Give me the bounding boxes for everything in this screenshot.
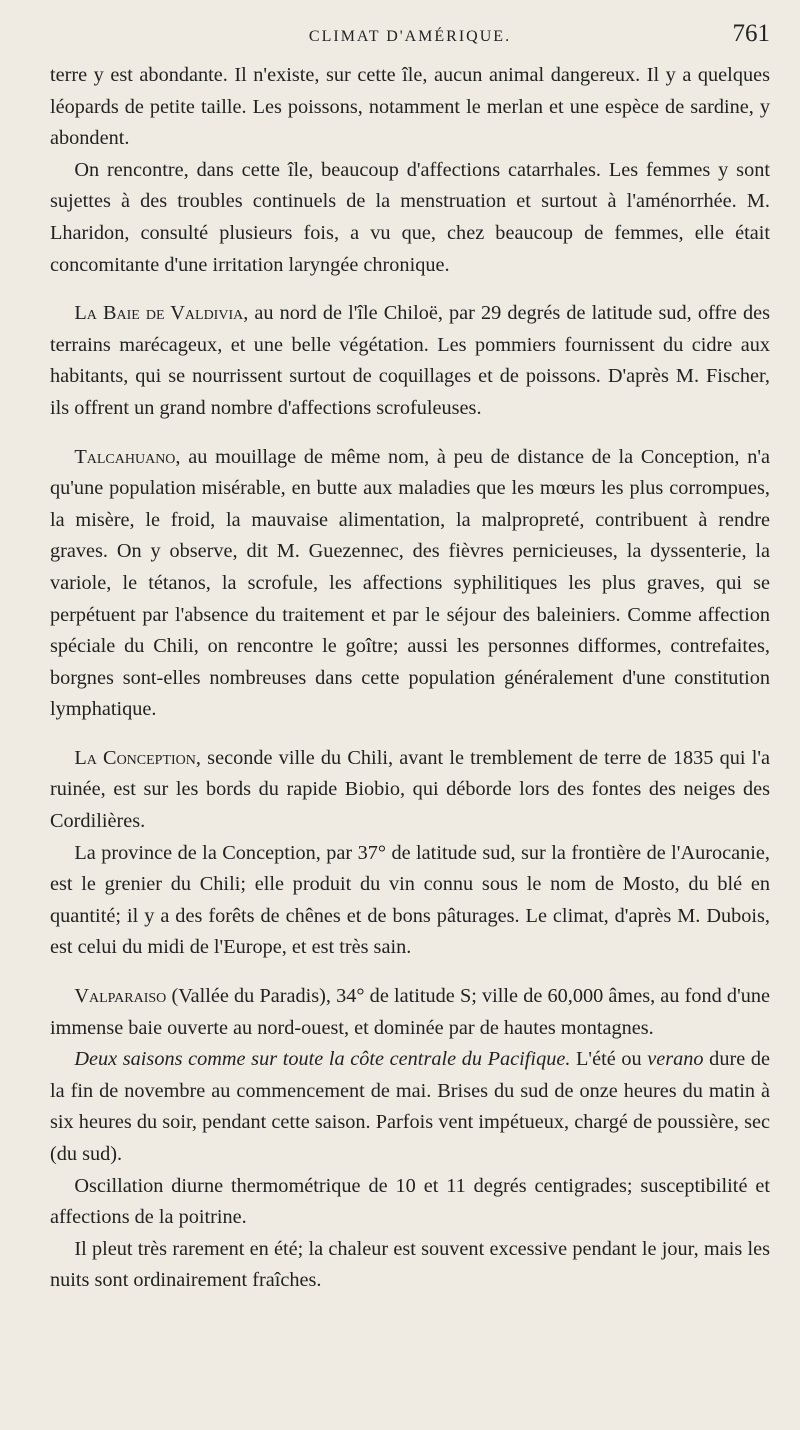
paragraph-text: L'été ou — [570, 1048, 648, 1071]
paragraph-text: au nord de l'île Chiloë, par 29 degrés de latitude sud, offre des terrains marécageux, et une belle végétation. Les pommiers fournissent du cidre aux habitants, qui se nourrissent surtout de coquillages et de poissons. D'après M. Fischer, ils offrent un grand nombre d'affections scrofuleuses. — [50, 302, 770, 419]
paragraph-text: terre y est abondante. Il n'existe, sur cette île, aucun animal dangereux. Il y a quelques léopards de petite taille. Les poissons, notamment le merlan et une espèce de sardine, y abondent. — [50, 64, 770, 150]
paragraph-chiloe-animals — [50, 60, 770, 155]
paragraph-catarrhal-affections — [50, 155, 770, 281]
paragraph-text: au mouillage de même nom, à peu de distance de la Conception, n'a qu'une population misérable, en butte aux maladies que les mœurs les plus corrompues, la misère, le froid, la mauvaise alimentation, la malpropreté, contribuent à rendre graves. On y observe, dit M. Guezennec, des fièvres pernicieuses, la dyssenterie, la variole, le tétanos, la scrofule, les affections syphilitiques les plus graves, qui se perpétuent par l'absence du traitement et par le séjour des baleiniers. Comme affection spéciale du Chili, on rencontre le goître; aussi les personnes difformes, contrefaites, borgnes sont-elles nombreuses dans cette population généralement d'une constitution lymphatique. — [50, 445, 770, 721]
place-heading-valparaiso: Valparaiso — [74, 985, 167, 1008]
place-heading-valdivia: La Baie de Valdivia, — [74, 302, 249, 325]
place-heading-talcahuano: Talcahuano, — [74, 445, 181, 468]
paragraph-text: (Vallée du Paradis), 34° de latitude S; ville de 60,000 âmes, au fond d'une immense baie ouverte au nord-ouest, et dominée par de hautes montagnes. — [50, 985, 770, 1039]
body-text — [50, 60, 770, 1297]
paragraph-conception-province — [50, 838, 770, 964]
seasons-lead: Deux saisons comme sur toute la côte centrale du Pacifique. — [74, 1048, 571, 1071]
paragraph-text: La province de la Conception, par 37° de latitude sud, sur la frontière de l'Aurocanie, est le grenier du Chili; elle produit du vin connu sous le nom de Mosto, du blé en quantité; il y a des forêts de chênes et de bons pâturages. Le climat, d'après M. Dubois, est celui du midi de l'Europe, et est très sain. — [50, 841, 770, 959]
paragraph-text: Il pleut très rarement en été; la chaleur est souvent excessive pendant le jour, mais les nuits sont ordinairement fraîches. — [50, 1237, 770, 1292]
paragraph-valparaiso — [50, 981, 770, 1044]
paragraph-text: Oscillation diurne thermométrique de 10 et 11 degrés centigrades; susceptibilité et affections de la poitrine. — [50, 1174, 770, 1229]
paragraph-seasons — [50, 1044, 770, 1170]
paragraph-rain — [50, 1234, 770, 1297]
paragraph-text: On rencontre, dans cette île, beaucoup d'affections catarrhales. Les femmes y sont sujettes à des troubles continuels de la menstruation et surtout à l'aménorrhée. M. Lharidon, consulté plusieurs fois, a vu que, chez beaucoup de femmes, elle était concomitante d'une irritation laryngée chronique. — [50, 158, 770, 276]
paragraph-talcahuano — [50, 442, 770, 726]
running-title: CLIMAT D'AMÉRIQUE. — [308, 28, 512, 45]
place-heading-conception: La Conception, — [74, 746, 201, 769]
paragraph-conception — [50, 743, 770, 838]
paragraph-oscillation — [50, 1171, 770, 1234]
paragraph-text: seconde ville du Chili, avant le tremblement de terre de 1835 qui l'a ruinée, est sur les bords du rapide Biobio, qui déborde lors des fontes des neiges des Cordilières. — [50, 746, 770, 833]
book-page — [50, 0, 770, 1297]
paragraph-valdivia — [50, 298, 770, 424]
paragraph-text: dure de la fin de novembre au commencement de mai. Brises du sud de onze heures du matin à six heures du soir, pendant cette saison. Parfois vent impétueux, chargé de poussière, sec (du sud). — [50, 1048, 770, 1165]
page-number: 761 — [732, 20, 770, 47]
verano-term: verano — [647, 1048, 704, 1071]
running-head — [50, 0, 770, 60]
